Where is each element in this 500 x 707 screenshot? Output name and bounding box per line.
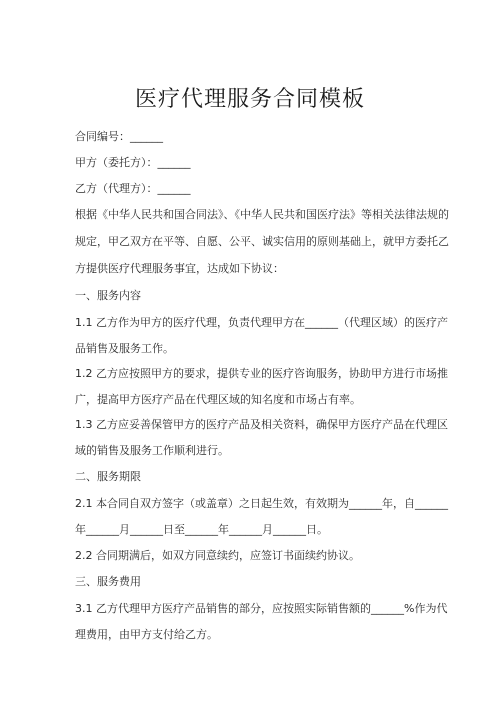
clause-1-1-line-1: 1.1 乙方作为甲方的医疗代理，负责代理甲方在______（代理区域）的医疗产 — [75, 316, 448, 329]
clause-1-1-line-2: 品销售及服务工作。 — [75, 342, 174, 355]
clause-2-1-line-1: 2.1 本合同自双方签字（或盖章）之日起生效，有效期为______年，自______ — [75, 497, 448, 510]
party-a-line: 甲方（委托方）：______ — [75, 156, 191, 169]
clause-1-3-line-1: 1.3 乙方应妥善保管甲方的医疗产品及相关资料，确保甲方医疗产品在代理区 — [75, 418, 448, 431]
clause-2-2-line: 2.2 合同期满后，如双方同意续约，应签订书面续约协议。 — [75, 549, 360, 562]
clause-1-2-line-2: 广，提高甲方医疗产品在代理区域的知名度和市场占有率。 — [75, 393, 361, 406]
clause-1-2-line-1: 1.2 乙方应按照甲方的要求，提供专业的医疗咨询服务，协助甲方进行市场推 — [75, 367, 448, 380]
contract-number-line: 合同编号：______ — [75, 130, 163, 143]
clause-3-1-line-2: 理费用，由甲方支付给乙方。 — [75, 628, 218, 641]
document-title: 医疗代理服务合同模板 — [134, 87, 365, 112]
preamble-line-1: 根据《中华人民共和国合同法》、《中华人民共和国医疗法》等相关法律法规的 — [75, 208, 449, 221]
preamble-line-3: 方提供医疗代理服务事宜，达成如下协议： — [75, 262, 284, 275]
clause-1-3-line-2: 域的销售及服务工作顺利进行。 — [75, 444, 229, 457]
clause-3-1-line-1: 3.1 乙方代理甲方医疗产品销售的部分，应按照实际销售额的______%作为代 — [75, 602, 448, 615]
section-heading-1: 一、服务内容 — [75, 289, 141, 302]
section-heading-3: 三、服务费用 — [75, 575, 141, 588]
clause-2-1-line-2: 年______月______日至______年______月______日。 — [75, 523, 328, 536]
party-b-line: 乙方（代理方）：______ — [75, 182, 191, 195]
preamble-line-2: 规定，甲乙双方在平等、自愿、公平、诚实信用的原则基础上，就甲方委托乙 — [75, 235, 449, 248]
section-heading-2: 二、服务期限 — [75, 470, 141, 483]
